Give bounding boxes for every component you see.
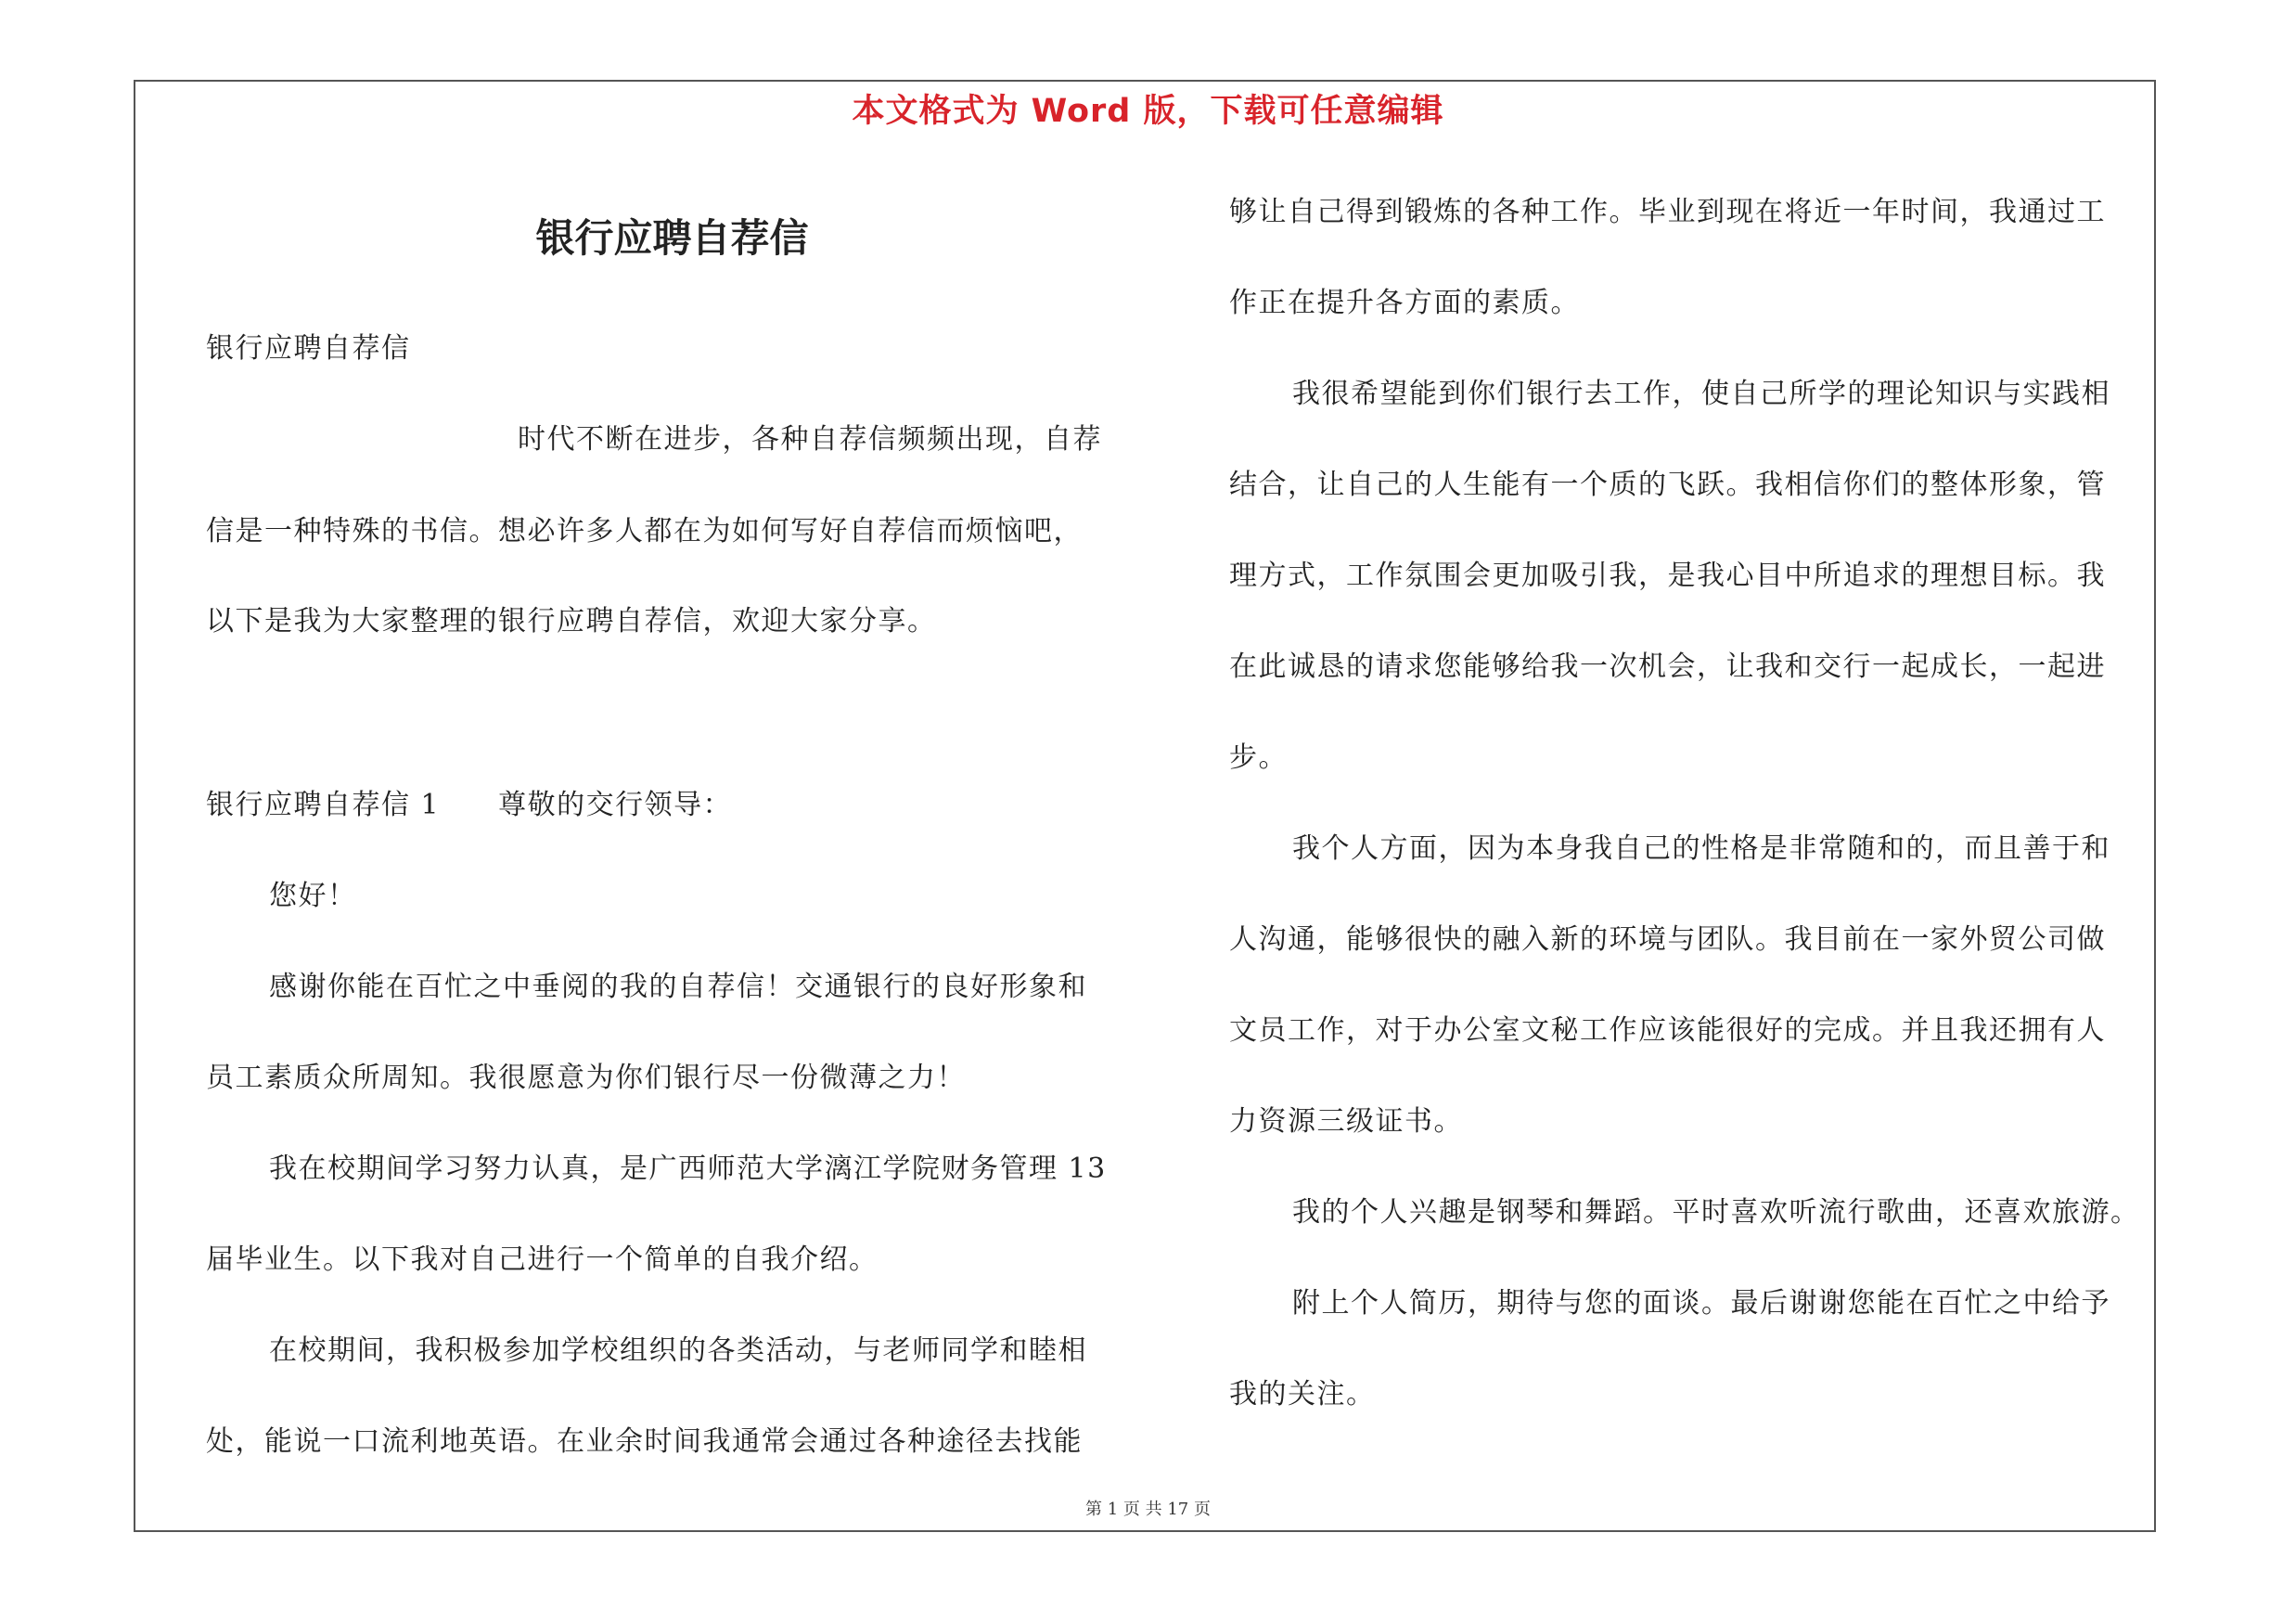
left-line-1: 时代不断在进步，各种自荐信频频出现，自荐 (518, 423, 1102, 456)
left-line-9: 届毕业生。以下我对自己进行一个简单的自我介绍。 (206, 1243, 879, 1276)
left-line-0: 银行应聘自荐信 (206, 332, 411, 365)
right-line-12: 附上个人简历，期待与您的面谈。最后谢谢您能在百忙之中给予 (1292, 1287, 2110, 1320)
right-line-0: 够让自己得到锻炼的各种工作。毕业到现在将近一年时间，我通过工 (1229, 196, 2106, 228)
left-line-7: 员工素质众所周知。我很愿意为你们银行尽一份微薄之力！ (206, 1062, 966, 1094)
left-line-10: 在校期间，我积极参加学校组织的各类活动，与老师同学和睦相 (269, 1334, 1087, 1367)
page-number-footer: 第 1 页 共 17 页 (1085, 1500, 1211, 1519)
right-line-2: 我很希望能到你们银行去工作，使自己所学的理论知识与实践相 (1292, 378, 2110, 410)
right-line-10: 力资源三级证书。 (1229, 1105, 1463, 1138)
left-line-4: 银行应聘自荐信 1 尊敬的交行领导： (206, 789, 733, 821)
right-line-5: 在此诚恳的请求您能够给我一次机会，让我和交行一起成长，一起进 (1229, 650, 2106, 683)
right-line-8: 人沟通，能够很快的融入新的环境与团队。我目前在一家外贸公司做 (1229, 923, 2106, 956)
right-line-1: 作正在提升各方面的素质。 (1229, 287, 1580, 319)
right-line-6: 步。 (1229, 741, 1288, 774)
left-line-8: 我在校期间学习努力认真，是广西师范大学漓江学院财务管理 13 (269, 1153, 1107, 1185)
right-line-11: 我的个人兴趣是钢琴和舞蹈。平时喜欢听流行歌曲，还喜欢旅游。 (1292, 1196, 2140, 1229)
left-line-5: 您好！ (269, 880, 357, 912)
format-banner: 本文格式为 Word 版，下载可任意编辑 (852, 93, 1444, 130)
left-line-3: 以下是我为大家整理的银行应聘自荐信，欢迎大家分享。 (206, 605, 937, 638)
left-line-11: 处，能说一口流利地英语。在业余时间我通常会通过各种途径去找能 (206, 1425, 1083, 1458)
right-line-9: 文员工作，对于办公室文秘工作应该能很好的完成。并且我还拥有人 (1229, 1014, 2106, 1047)
left-line-6: 感谢你能在百忙之中垂阅的我的自荐信！交通银行的良好形象和 (269, 971, 1087, 1003)
left-line-2: 信是一种特殊的书信。想必许多人都在为如何写好自荐信而烦恼吧， (206, 515, 1083, 547)
right-line-13: 我的关注。 (1229, 1378, 1376, 1410)
right-line-3: 结合，让自己的人生能有一个质的飞跃。我相信你们的整体形象，管 (1229, 469, 2106, 501)
right-line-4: 理方式，工作氛围会更加吸引我，是我心目中所追求的理想目标。我 (1229, 560, 2106, 592)
right-line-7: 我个人方面，因为本身我自己的性格是非常随和的，而且善于和 (1292, 832, 2110, 865)
document-title: 银行应聘自荐信 (535, 215, 809, 261)
